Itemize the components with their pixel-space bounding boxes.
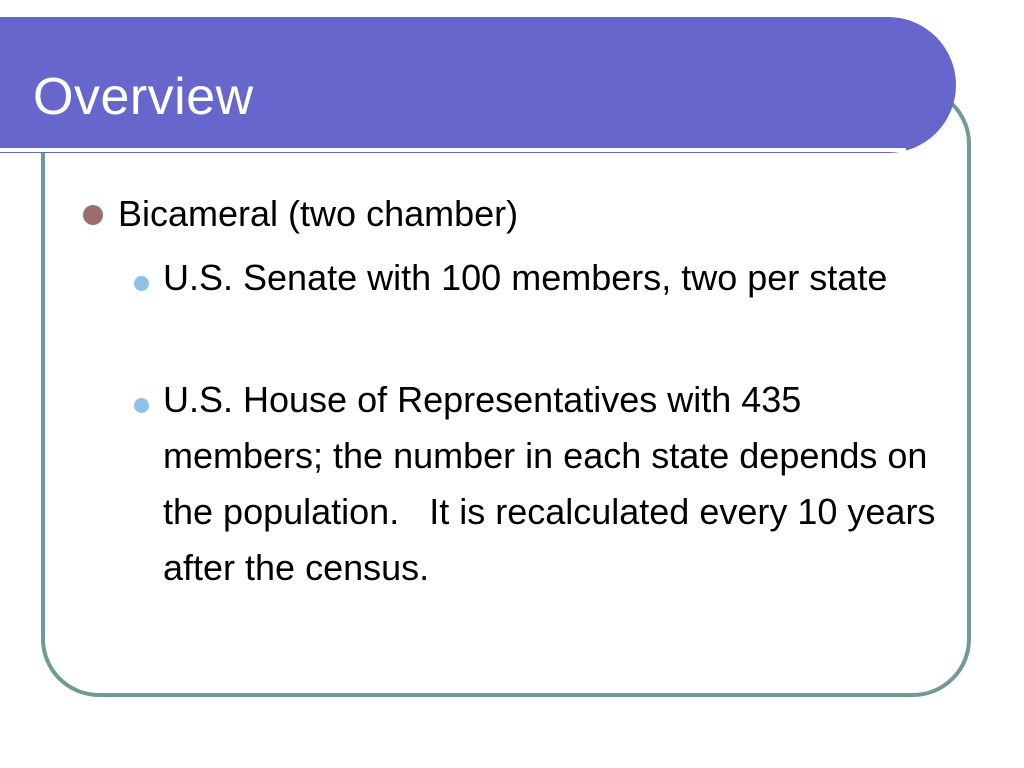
- bullet-dot-icon: [83, 205, 103, 225]
- sub-bullet-dot-icon: [134, 398, 149, 413]
- sub-bullet-item: U.S. House of Representatives with 435 members; the number in each state depends on the population. It is recalculated every 10 years after the census.: [163, 379, 946, 588]
- bullet-item: Bicameral (two chamber): [118, 193, 519, 234]
- sub-bullet-item: U.S. Senate with 100 members, two per state: [163, 257, 888, 298]
- sub-bullet-dot-icon: [134, 276, 149, 291]
- slide-title: Overview: [33, 68, 254, 126]
